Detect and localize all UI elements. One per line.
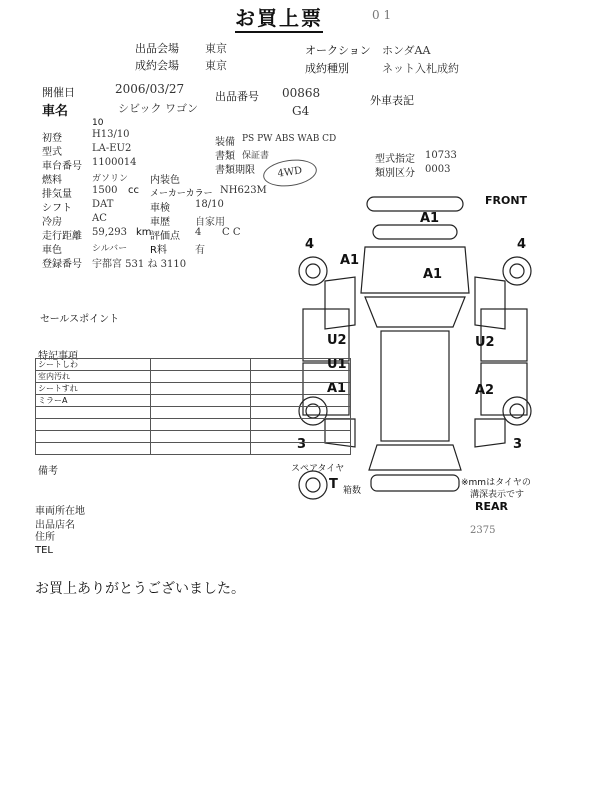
table-cell xyxy=(251,395,351,407)
vehicle-location-label: 車両所在地 xyxy=(35,506,85,517)
displacement-label: 排気量 xyxy=(42,189,72,200)
table-row xyxy=(36,359,351,371)
docs-value: 保証書 xyxy=(242,151,270,161)
displacement-value: 1500 xyxy=(92,185,118,196)
table-cell xyxy=(36,407,151,419)
tread-rear-right: 3 xyxy=(513,437,523,452)
rear-bumper xyxy=(371,475,459,491)
table-row xyxy=(36,407,351,419)
special-notes-table xyxy=(35,358,351,455)
auction-label: オークション xyxy=(305,44,371,57)
mark-door-front-right: U2 xyxy=(475,335,495,350)
table-cell xyxy=(251,407,351,419)
table-cell xyxy=(251,371,351,383)
inspection-value: 18/10 xyxy=(195,199,224,210)
left-fender xyxy=(325,277,355,329)
car-name-value: シビック ワゴン xyxy=(118,102,199,115)
contract-type-value: ネット入札成約 xyxy=(382,62,459,75)
event-date-value: 2006/03/27 xyxy=(115,82,185,96)
car-damage-diagram xyxy=(285,185,545,536)
mark-quarter-left: A1 xyxy=(327,381,347,396)
table-cell: ミラーA xyxy=(36,395,151,407)
inspection-label: 車検 xyxy=(150,203,170,214)
tread-front-left: 4 xyxy=(305,237,315,252)
table-cell xyxy=(251,419,351,431)
event-date-label: 開催日 xyxy=(42,86,75,99)
store-name-label: 出品店名 xyxy=(35,520,75,531)
front-label: FRONT xyxy=(485,194,528,207)
equipment-value: PS PW ABS WAB CD xyxy=(242,134,337,144)
first-reg-label: 初登 xyxy=(42,133,62,144)
table-cell xyxy=(251,431,351,443)
contract-venue-value: 東京 xyxy=(205,59,227,72)
spare-small: 箱数 xyxy=(343,486,362,496)
thanks-message: お買上ありがとうございました。 xyxy=(35,581,245,597)
table-cell xyxy=(151,419,251,431)
mileage-label: 走行距離 xyxy=(42,231,82,242)
first-reg-value: H13/10 xyxy=(92,129,130,140)
contract-type-label: 成約種別 xyxy=(305,62,349,75)
table-cell xyxy=(36,431,151,443)
table-row xyxy=(36,395,351,407)
maker-color-value: NH623M xyxy=(220,185,267,196)
spare-tire xyxy=(299,471,327,499)
mark-door-front-left: U2 xyxy=(327,333,347,348)
table-cell xyxy=(151,383,251,395)
special-notes-label: 特記事項 xyxy=(38,351,78,362)
chassis-value: 1100014 xyxy=(92,157,137,168)
fuel-value: ガソリン xyxy=(92,174,129,184)
year-small: 10 xyxy=(92,118,104,128)
table-cell xyxy=(36,419,151,431)
tread-note: ※mmはタイヤの xyxy=(461,478,531,488)
ac-value: AC xyxy=(92,213,107,224)
shift-value: DAT xyxy=(92,199,114,210)
plate-value: 宇都宮 531 ね 3110 xyxy=(92,259,187,270)
table-cell xyxy=(151,431,251,443)
chassis-label: 車台番号 xyxy=(42,161,82,172)
maker-color-label: メーカーカラー xyxy=(150,189,213,199)
tread-front-right: 4 xyxy=(517,237,527,252)
4wd-stamp: 4WD xyxy=(261,156,318,189)
table-cell xyxy=(251,359,351,371)
tire-front-right xyxy=(503,257,531,285)
tread-note-2: 溝深表示です xyxy=(470,490,525,500)
tel-label: TEL xyxy=(35,545,53,556)
type-spec-value: 10733 xyxy=(425,150,457,161)
page-title: お買上票 xyxy=(235,2,323,33)
spare-tire-label: スペアタイヤ xyxy=(291,464,345,474)
page-mark: 0 1 xyxy=(372,8,392,22)
recycle-fee-label: R料 xyxy=(150,245,167,256)
right-fender xyxy=(475,277,505,329)
color-value: シルバー xyxy=(92,244,128,254)
car-name-label: 車名 xyxy=(42,104,69,119)
table-cell: 室内汚れ xyxy=(36,371,151,383)
score-label: 評価点 xyxy=(150,231,180,242)
ac-label: 冷房 xyxy=(42,217,62,228)
mileage-value: 59,293 xyxy=(92,227,127,238)
score-extra: C C xyxy=(222,227,241,238)
mark-quarter-right: A2 xyxy=(475,383,495,398)
equipment-label: 装備 xyxy=(215,137,235,148)
auction-value: ホンダAA xyxy=(382,44,431,57)
history-value: 自家用 xyxy=(195,217,225,228)
fuel-label: 燃料 xyxy=(42,175,62,186)
plate-label: 登録番号 xyxy=(42,259,82,270)
table-row xyxy=(36,371,351,383)
hood xyxy=(361,247,469,293)
class-label: 類別区分 xyxy=(375,168,415,179)
contract-venue-label: 成約会場 xyxy=(135,59,179,72)
right-quarter xyxy=(475,419,505,447)
table-cell xyxy=(151,371,251,383)
lot-number-label: 出品番号 xyxy=(215,90,259,103)
sales-point-label: セールスポイント xyxy=(40,314,120,325)
mark-hood: A1 xyxy=(420,211,440,226)
interior-color-label: 内装色 xyxy=(150,175,180,186)
spare-mark: T xyxy=(329,477,338,492)
table-cell xyxy=(251,443,351,455)
address-label: 住所 xyxy=(35,532,55,543)
rear-glass xyxy=(369,445,461,470)
table-cell: シートしわ xyxy=(36,359,151,371)
history-label: 車歴 xyxy=(150,217,170,228)
lot-number-value: 00868 xyxy=(282,86,321,100)
table-row xyxy=(36,431,351,443)
mileage-unit: km xyxy=(136,227,152,238)
roof xyxy=(381,331,449,441)
tread-rear-left: 3 xyxy=(297,437,307,452)
recycle-fee-value: 有 xyxy=(195,245,205,256)
table-cell xyxy=(151,407,251,419)
model-label: 型式 xyxy=(42,147,62,158)
model-value: LA-EU2 xyxy=(92,143,132,154)
car-outline xyxy=(285,185,545,505)
exterior-label: 外車表記 xyxy=(370,94,414,107)
listing-venue-value: 東京 xyxy=(205,42,227,55)
mark-fender-left: A1 xyxy=(340,253,360,268)
mark-roof: A1 xyxy=(423,267,443,282)
listing-venue-label: 出品会場 xyxy=(135,42,179,55)
score-value: 4 xyxy=(195,227,202,238)
front-grille xyxy=(373,225,457,239)
table-cell xyxy=(151,395,251,407)
shift-label: シフト xyxy=(42,203,72,214)
docs-label: 書類 xyxy=(215,151,235,162)
color-label: 車色 xyxy=(42,245,62,256)
remarks-label: 備考 xyxy=(38,466,58,477)
rear-label: REAR xyxy=(475,500,508,513)
mark-door-rear-left: U1 xyxy=(327,357,347,372)
table-cell: シートすれ xyxy=(36,383,151,395)
windshield xyxy=(365,297,465,327)
table-row xyxy=(36,419,351,431)
grade-value: G4 xyxy=(292,104,310,118)
type-spec-label: 型式指定 xyxy=(375,154,415,165)
table-cell xyxy=(151,359,251,371)
table-cell xyxy=(36,443,151,455)
tire-front-left xyxy=(299,257,327,285)
table-cell xyxy=(151,443,251,455)
table-row xyxy=(36,383,351,395)
class-value: 0003 xyxy=(425,164,451,175)
front-bumper xyxy=(367,197,463,211)
table-cell xyxy=(251,383,351,395)
table-row xyxy=(36,443,351,455)
displacement-unit: cc xyxy=(128,185,139,196)
docs-expiry-label: 書類期限 xyxy=(215,165,255,176)
serial-number: 2375 xyxy=(470,525,496,536)
